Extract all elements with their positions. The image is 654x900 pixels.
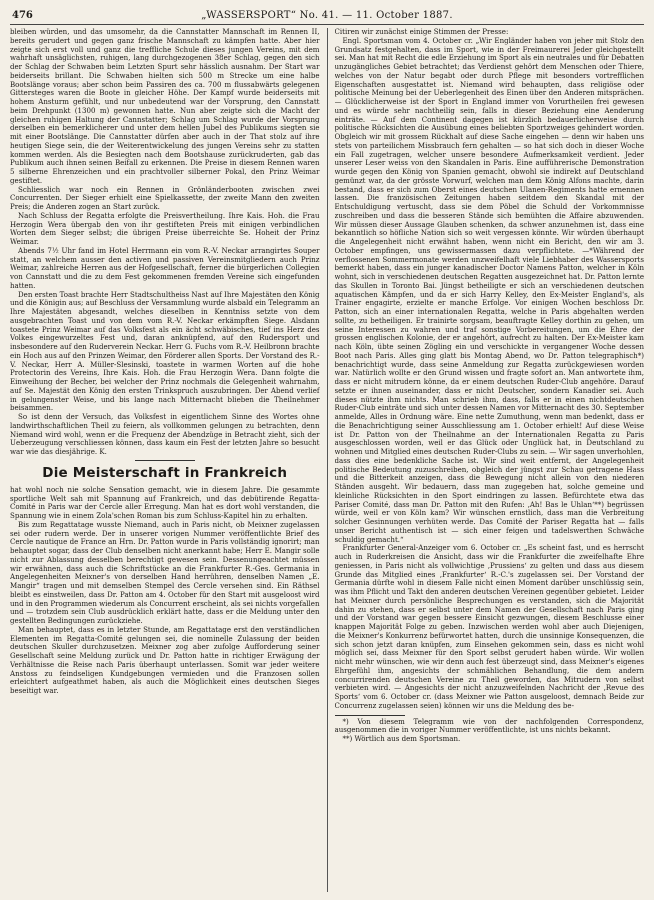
paragraph: Abends 7½ Uhr fand im Hotel Herrmann ein vom R.-V. Neckar arrangirtes Souper statt, an welchem ausser den activen und passiven Vereinsmitgliedern auch Prinz Weimar, zahlreiche Herren aus der Hofgesellschaft, ferner die bürgerlichen Collegien von Cannstatt und die zu dem Fest gekommenen fremden Vereine sich eingefunden hatten. [10,245,320,290]
footnote-rule [335,715,405,716]
paragraph: Bis zum Regattatage wusste Niemand, auch in Paris nicht, ob Meixner zugelassen sei oder rudern werde. Der in unserer vorigen Nummer veröffentlichte Brief des Cercle nautique de France an Hrn. Dr. Patton wurde in Paris vollständig ignorirt; man behauptet sogar, dass der Club denselben nicht anerkannt habe; Herr E. Mangir solle nicht zur Ablassung desselben berechtigt gewesen sein. Dessenungeachtet müssen wir erwähnen, dass auch die Schriftstücke an die Frankfurter R.-Ges. Germania in Angelegenheiten Meixner's von derselben Hand herrühren, denselben Namen „E. Mangir“ tragen und mit demselben Stempel des Cercle versehen sind. Ein Räthsel bleibt es einstweilen, dass Dr. Patton am 4. October für den Start mit ausgeloost wird und in den Programmen wiederum als Concurrent erscheint, als sei nichts vorgefallen und — trotzdem sein Club ausdrücklich erklärt hatte, dass er die Meldung unter den gestellten Bedingungen zurückziehe. [10,519,320,625]
paragraph: bleiben würden, und das umsomehr, da die Cannstatter Mannschaft im Rennen II, bereits gerudert und gegen ganz frische Mannschaft zu kämpfen hatte. Aber hier zeigte sich erst voll und ganz die treffliche Schule dieses jungen Vereins, mit dem wahrhaft unsäglichsten, ruhigen, lang durchgezogenen 38er Schlag, gegen den sich der Schlag der Schwaben beim Letzten Spurt sehr hässlich ausnahm. Der Start war beiderseits brillant. Die Schwaben hielten sich 500 m Strecke um eine halbe Bootslänge voraus; aber schon beim Passiren des ca. 700 m flussabwärts gelegenen Gittersteges waren die Boote in gleicher Höhe. Der Kampf wurde beiderseits mit hohem Ansturm gefühlt, und nur unbedeutend war der Vorsprung, den Cannstatt beim Drehpunkt (1300 m) gewonnen hatte. Nun aber zeigte sich die Macht der gleichen ruhigen Haltung der Cannstatter; Schlag um Schlag wurde der Vorsprung derselben ein bemerklicherer und unter dem hellen Jubel des Publikums siegten sie mit einer Bootslänge. Die Cannstatter dürfen aber auch in der That stolz auf ihre heutigen Siege sein, die der Weiterentwickelung des jungen Vereins sehr zu statten kommen werden. Als die Besiegten nach dem Bootshause zurückruderten, gab das Publikum auch ihnen seinen Beifall zu erkennen. Die Preise in diesem Rennen waren 5 silberne Ehrenzeichen und ein prachtvoller silberner Pokal, den Prinz Weimar gestiftet. [10,28,320,185]
paragraph: Frankfurter General-Anzeiger vom 6. October cr. „Es scheint fast, und es herrscht auch in Ruderkreisen die Ansicht, dass wir die Frankfurter die zweifelhafte Ehre geniessen, in Paris nicht als vollwichtige ‚Prussiens‘ zu gelten und dass aus diesem Grunde das Mitglied eines ‚Frankfurter‘ R.-C.'s zugelassen sei. Der Vorstand der Germania dürfte wohl in diesem Falle nicht einen Moment darüber unschlüssig sein, was ihm Pflicht und Takt den anderen deutschen Vereinen gegenüber gebietet. Leider hat Meixner durch persönliche Besprechungen es verstanden, sich die Majorität dahin zu stehen, dass er selbst unter dem Namen der Gesellschaft nach Paris ging und der Vorstand war gegen bessere Einsicht gezwungen, diesem Beschlusse einer knappen Majorität Folge zu geben. Inzwischen werden wohl aber auch Diejenigen, die Meixner's Konkurrenz befürwortet hatten, durch die unsinnige Konsequenzen, die sich schon jetzt daran knüpfen, zum Einsehen gekommen sein, dass es nicht wohl möglich sei, dass Meixner für den Sport selbst gerudert haben würde. Wir wollen nicht mehr wünschen, wie wir denn auch fest überzeugt sind, dass Meixner's eigenes Ehrgefühl ihm, angesichts der schmählichen Behandlung, die dem andern concurrirenden deutschen Vereine zu Theil geworden, das Mitrudern von selbst verbieten wird. — Angesichts der nicht anzuzweifelnden Nachricht der ‚Revue des Sports‘ vom 6. October cr. (dass Meixner wie Patton ausgeloost, demnach Beide zur Concurrenz zugelassen seien) können wir uns die Meldung des be- [334,543,644,710]
paragraph: Nach Schluss der Regatta erfolgte die Preisvertheilung. Ihre Kais. Hoh. die Frau Herzogin Wera übergab den von ihr gestifteten Preis mit einigen verbindlichen Worten dem Sieger selbst; die übrigen Preise überreichte Se. Hoheit der Prinz Weimar. [10,210,320,246]
paragraph: hat wohl noch nie solche Sensation gemacht, wie in diesem Jahre. Die gesammte sportliche Welt sah mit Spannung auf Frankreich, und das debütirende Regatta-Comité in Paris war der Cercle aller Erregung. Man hat es dort wohl verstanden, die Spannung wie in einem Zola'schen Roman bis zum Schluss-Kapitel hin zu erhalten. [10,484,320,520]
left-column [10,28,320,892]
text-columns [10,28,644,892]
footnote: **) Wörtlich aus dem Sportsman. [342,734,461,743]
paragraph: Engl. Sportsman vom 4. October cr. „Wir Engländer haben von jeher mit Stolz den Grundsatz festgehalten, dass im Sport, wie in der Freimaurerei Jeder gleichgestellt sei. Man hat mit Recht die edle Erziehung im Sport als ein neutrales und für Debatten unzugängliches Gebiet betrachtet; das Verdienst gehört dem Menschen oder Thiere, welches von der Natur begabt oder durch Pflege mit besonders vortrefflichen Eigenschaften ausgestattet ist. Niemand wird behaupten, dass religiöse oder politische Meinung bei der Ueberlegenheit des Einen über den Anderen mitsprächen. — Glücklicherweise ist der Sport in England immer von Vorurtheilen frei gewesen und es würde sehr nachtheilig sein, falls in dieser Beziehung eine Aenderung einträte. — Auf dem Continent dagegen ist kürzlich bedauerlicherweise durch politische Rücksichten die Ausübung eines beliebten Sportzweiges gehindert worden. Obgleich wir mit grossem Rückhalt auf diese Sache eingehen — denn wir haben uns stets von parteilichem Missbrauch fern gehalten — so hat sich doch in dieser Woche ein Fall zugetragen, welcher unsere besondere Aufmerksamkeit verdient. Jeder unserer Leser weiss von den Skandalen in Paris. Eine aufführerische Demonstration wurde gegen den König von Spanien gemacht, obwohl sie indirekt auf Deutschland gemünzt war, da der grösste Vorwurf, welchen man dem König Alfons machte, darin bestand, dass er sich zum Oberst eines deutschen Ulanen-Regiments hatte ernennen lassen. Die französischen Zeitungen haben seitdem den Skandal mit der Entschuldigung vertuscht, dass sie dem Pöbel die Schuld der Vorkommnisse zuschreiben und dass die besseren Stände sich bemühten die Affaire abzuwenden. Wir müssen dieser Aussage Glauben schenken, da schwer anzunehmen ist, dass eine bekanntlich so höfliche Nation sich so weit vergessen könnte. Wir würden überhaupt die Angelegenheit nicht erwähnt haben, wenn nicht ein Bericht, den wir am 3. October empfingen, uns gewissermassen dazu verpflichtete. —*Während der verflossenen Sommermonate werden unzweifelhaft viele Liebhaber des Wassersports bemerkt haben, dass ein junger kanadischer Doctor Namens Patton, welcher in Köln wohnt, sich in verschiedenen deutschen Regatten ausgezeichnet hat. Dr. Patton lernte das Skullen in Toronto Bai. Jüngst betheiligte er sich an verschiedenen deutschen aquatischen Kämpfen, und da er sich Harry Kelley, den Ex-Meister England's, als Trainer engagirte, erzielte er manche Erfolge. Vor einigen Wochen beschloss Dr. Patton, sich an einer internationalen Regatta, welche in Paris abgehalten werden sollte, zu betheiligen. Er trainirte sorgsam, beauftragte Kelley dorthin zu gehen, um seine Interessen zu wahren und traf sonstige Vorbereitungen, um die Ehre der grossen englischen Kolonie, der er angehört, aufrecht zu halten. Der Ex-Meister kam nach Köln, übte seinen Zögling ein und verschickte in vergangener Woche dessen Boot nach Paris. Alles ging glatt bis Montag Abend, wo Dr. Patton telegraphisch*) benachrichtigt wurde, dass seine Anmeldung zur Regatta zurückgewiesen worden war. Natürlich wollte er den Grund wissen und fragte sofort an. Man antwortete ihm, dass er nicht mitrudern könne, da er einem deutschen Ruder-Club angehöre. Darauf setzte er ihnen auseinander, dass er nicht Deutscher, sondern Kanadier sei. Auch dieses nützte ihm nichts. Man schrieb ihm, dass, falls er in einen nichtdeutschen Ruder-Club einträte und sich unter dessen Namen vor Mitternacht des 30. September anmelde, Alles in Ordnung wäre. Eine nette Zumuthung, wenn man bedenkt, dass er die Benachrichtigung seiner Ausschliessung am 1. October erhielt! Auf diese Weise ist Dr. Patton von der Theilnahme an der Internationalen Regatta zu Paris ausgeschlossen worden, weil er das Glück oder Unglück hat, in Deutschland zu wohnen und Mitglied eines deutschen Ruder-Clubs zu sein. — Wir sagen unverhohlen, dass dies eine bedenkliche Sache ist. Wir sind weit entfernt, der Angelegenheit politische Bedeutung zuzuschreiben, obgleich der jüngst zur Schau getragene Hass und die Bitterkeit anzeigen, dass die Bewegung nicht allein von den niederen Ständen ausgeht. Wir bedauern, dass man zugegeben hat, solche gemeine und kleinliche Rücksichten in den Sport eindringen zu lassen. Befürchtete etwa das Pariser Comité, dass man Dr. Patton mit den Rufen: ‚Ah! Bas le Uhlan‘**) begrüssen würde, weil er von Köln kam? Wir wünschen ernstlich, dass man die Verbreitung solcher Gesinnungen verhüten werde. Das Comité der Pariser Regatta hat — falls unser Bericht authentisch ist — sich einer feigen und tadelswerthen Schwäche schuldig gemacht.“ [334,35,644,544]
paragraph: Citiren wir zunächst einige Stimmen der Presse: [334,28,509,36]
paragraph: So ist denn der Versuch, das Volksfest in eigentlichem Sinne des Wortes ohne landwirthschaftlichen Theil zu feiern, als vollkommen gelungen zu betrachten, denn Niemand wird wohl, wenn er die Frequenz der Abendzüge in Betracht zieht, sich der Ueberzeugung verschliessen können, dass kaum ein Fest der letzten Jahre so besucht war wie das diesjährige. K. [10,412,320,456]
paragraph: Schliesslich war noch ein Rennen in Grönländerbooten zwischen zwei Concurrenten. Der Sieger erhielt eine Spielkassette, der zweite Mann den zweiten Preis; die Anderen zogen an Start zurück. [10,184,320,211]
paragraph: Den ersten Toast brachte Herr Stadtschultheiss Nast auf Ihre Majestäten den König und die Königin aus; auf Beschluss der Versammlung wurde alsbald ein Telegramm an Ihre Majestäten abgesandt, welches dieselben in Kenntniss setzte von dem ausgebrachten Toast und von dem vom R.-V. Neckar erkämpften Siege. Alsdann toastete Prinz Weimar auf das Volksfest als ein ächt schwäbisches, tief ins Herz des Volkes eingewurzeltes Fest und, daran anknüpfend, auf den Rudersport und insbesondere auf den Ruderverein Neckar. Herr G. Fuchs vom R.-V. Heilbronn brachte ein Hoch aus auf den Prinzen Weimar, den Förderer allen Sports. Der Vorstand des R.-V. Neckar, Herr A. Müller-Slesinski, toastete in warmen Worten auf die hohe Protectorin des Vereins, Ihre Kais. Hoh. die Frau Herzogin Wera. Dann folgte die Einweihung der Becher, bei welcher der Prinz nochmals die Gelegenheit wahrnahm, auf Se. Majestät den König den ersten Trinkspruch auszubringen. Der Abend verlief in gelungenster Weise, und bis lange nach Mitternacht blieben die Theilnehmer beisammen. [10,289,320,413]
column-divider [327,28,328,892]
paragraph: Man behauptet, dass es in letzter Stunde, am Regattatage erst den verständlichen Elementen im Regatta-Comité gelungen sei, die nominelle Zulassung der beiden deutschen Skuller durchzusetzen. Meixner zog aber zufolge Aufforderung seiner Gesellschaft seine Meldung zurück und Dr. Patton hatte in richtiger Erwägung der Verhältnisse die Reise nach Paris überhaupt unterlassen. Somit war jeder weitere Anstoss zu feindseligen Kundgebungen vermieden und die Franzosen sollen erleichtert aufgeathmet haben, als auch die Möglichkeit eines deutschen Sieges beseitigt war. [10,624,320,695]
running-head: „WASSERSPORT“ No. 41. — 11. October 1887. [201,10,453,21]
page-number: 476 [12,10,33,21]
page-header [10,8,644,25]
footnote: *) Von diesem Telegramm wie von der nachfolgenden Correspondenz, ausgenommen die in voriger Nummer veröffentlichte, ist uns nichts bekannt. [334,716,644,735]
right-column [335,28,645,892]
article-title: Die Meisterschaft in Frankreich [42,464,288,481]
article-end-rule [135,460,195,461]
